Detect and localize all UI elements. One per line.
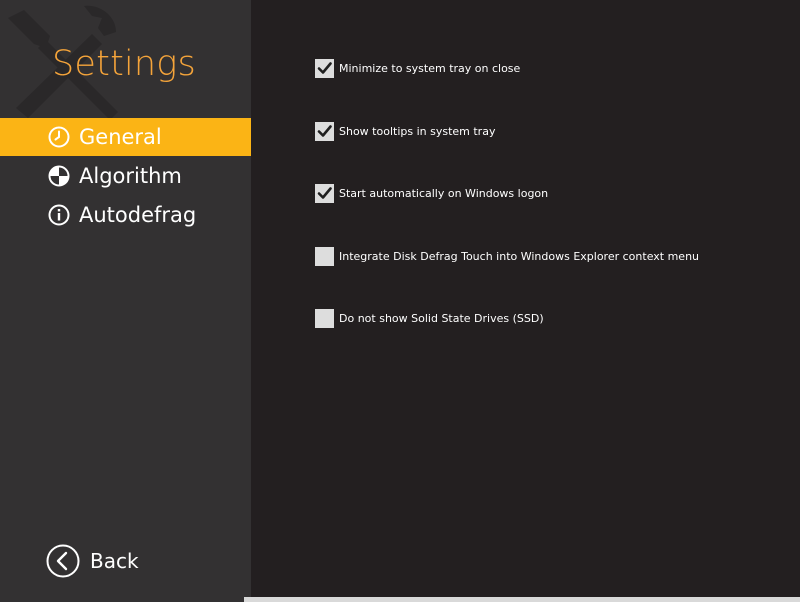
- checkmark-icon: [316, 123, 333, 140]
- option-label: Show tooltips in system tray: [339, 124, 496, 138]
- pie-quarters-icon: [48, 165, 70, 187]
- option-show-tooltips[interactable]: [315, 121, 495, 141]
- checkmark-icon: [316, 60, 333, 77]
- sidebar-item-label: Algorithm: [79, 164, 182, 188]
- page-title: Settings: [52, 44, 196, 84]
- sidebar-item-label: Autodefrag: [79, 203, 197, 227]
- option-label: Do not show Solid State Drives (SSD): [339, 311, 544, 325]
- option-label: Start automatically on Windows logon: [339, 186, 549, 200]
- option-explorer-context-menu[interactable]: [315, 246, 699, 266]
- window-bottom-edge: [244, 597, 800, 602]
- back-arrow-icon: [46, 544, 80, 578]
- checkbox-minimize-to-tray[interactable]: [315, 59, 334, 78]
- sidebar-item-algorithm[interactable]: [0, 157, 251, 195]
- checkbox-hide-ssd[interactable]: [315, 309, 334, 328]
- sidebar: [0, 0, 251, 602]
- option-hide-ssd[interactable]: [315, 308, 544, 328]
- checkbox-show-tooltips[interactable]: [315, 122, 334, 141]
- sidebar-nav: [0, 118, 251, 235]
- sidebar-item-autodefrag[interactable]: [0, 196, 251, 234]
- option-minimize-to-tray[interactable]: [315, 58, 520, 78]
- option-label: Integrate Disk Defrag Touch into Windows Explorer context menu: [339, 249, 700, 263]
- option-start-on-logon[interactable]: [315, 183, 548, 203]
- settings-content: [251, 0, 800, 602]
- checkmark-icon: [316, 185, 333, 202]
- checkbox-start-on-logon[interactable]: [315, 184, 334, 203]
- clock-icon: [48, 126, 70, 148]
- back-label: Back: [90, 549, 139, 573]
- back-button[interactable]: [46, 543, 139, 579]
- sidebar-item-general[interactable]: [0, 118, 251, 156]
- checkbox-explorer-context-menu[interactable]: [315, 247, 334, 266]
- sidebar-item-label: General: [79, 125, 162, 149]
- option-label: Minimize to system tray on close: [339, 61, 521, 75]
- info-icon: [48, 204, 70, 226]
